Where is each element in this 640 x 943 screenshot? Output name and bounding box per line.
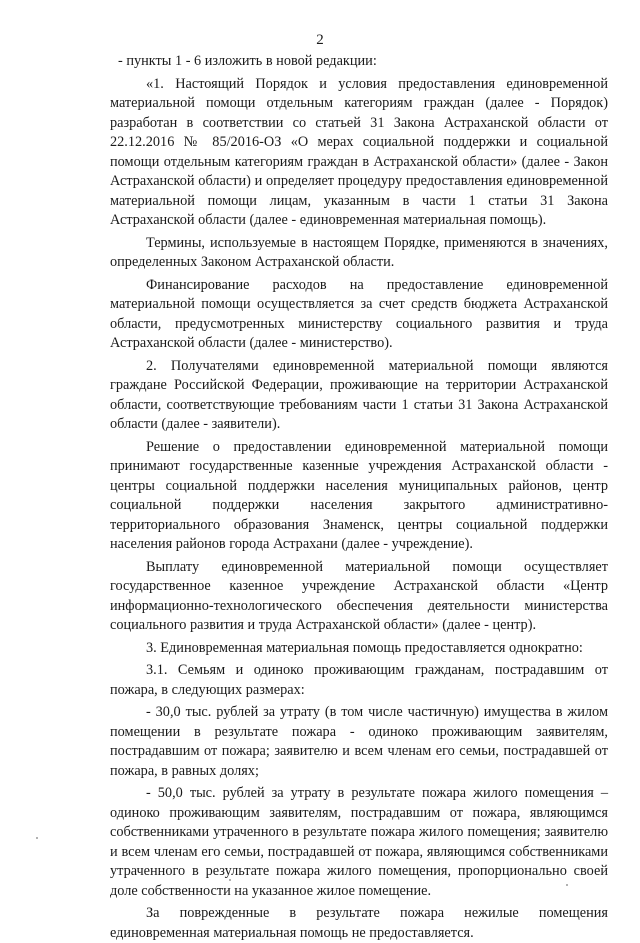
paragraph-financing: Финансирование расходов на предоставление единовременной материальной помощи осуществляется за счет средств бюджета Астраханской области, предусмотренных министерству социального развития и труда Астраханской области (далее - министерство). — [110, 276, 608, 351]
paragraph-non-residential: За поврежденные в результате пожара нежилые помещения единовременная материальная помощь не предоставляется. — [110, 905, 608, 941]
paragraph-terms: Термины, используемые в настоящем Порядке, применяются в значениях, определенных Законом Астраханской области. — [110, 234, 608, 270]
paragraph-clause-3: 3. Единовременная материальная помощь предоставляется однократно: — [146, 639, 583, 656]
paragraph-decision: Решение о предоставлении единовременной материальной помощи принимают государственные казенные учреждения Астраханской области - центры социальной поддержки населения муниципальных районов, центр социальной поддержки населения закрытого административно-территориального образования Знаменск, центры социальной поддержки населения районов города Астрахани (далее - учреждение). — [110, 438, 608, 552]
paragraph-item-30k: - 30,0 тыс. рублей за утрату (в том числе частичную) имущества в жилом помещении в результате пожара - одиноко проживающим заявителям, пострадавшим от пожара; заявителю и всем членам его семьи, пострадавшей от пожара, в равных долях; — [110, 704, 608, 779]
paragraph-intro: - пункты 1 - 6 изложить в новой редакции: — [118, 53, 377, 69]
document-body — [110, 52, 608, 943]
paragraph-clause-1: «1. Настоящий Порядок и условия предоставления единовременной материальной помощи отдельным категориям граждан (далее - Порядок) разработан в соответствии со статьей 31 Закона Астраханской области от 22.12.2016 № 85/2016-ОЗ «О мерах социальной поддержки и социальной помощи отдельным категориям граждан в Астраханской области» (далее - Закон Астраханской области) и определяет процедуру предоставления единовременной материальной помощи лицам, указанным в части 1 статьи 31 Закона Астраханской области (далее - единовременная материальная помощь). — [110, 75, 608, 228]
paragraph-item-50k: - 50,0 тыс. рублей за утрату в результате пожара жилого помещения – одиноко проживающим заявителям, пострадавшим от пожара, являющимся собственниками утраченного в результате пожара жилого помещения; заявителю и всем членам его семьи, пострадавшей от пожара, являющимся собственниками утраченного в результате пожара жилого помещения, пропорционально своей доле собственности на указанное жилое помещение. — [110, 785, 608, 899]
page-number: 2 — [316, 32, 324, 48]
paragraph-clause-3-1: 3.1. Семьям и одиноко проживающим гражданам, пострадавшим от пожара, в следующих размерах: — [110, 662, 608, 698]
paragraph-clause-2: 2. Получателями единовременной материальной помощи являются граждане Российской Федерации, проживающие на территории Астраханской области, соответствующие требованиям части 1 статьи 31 Закона Астраханской области (далее - заявители). — [110, 357, 608, 432]
paragraph-payment: Выплату единовременной материальной помощи осуществляет государственное казенное учреждение Астраханской области «Центр информационно-технологического обеспечения деятельности министерства социального развития и труда Астраханской области» (далее - центр). — [110, 558, 608, 633]
